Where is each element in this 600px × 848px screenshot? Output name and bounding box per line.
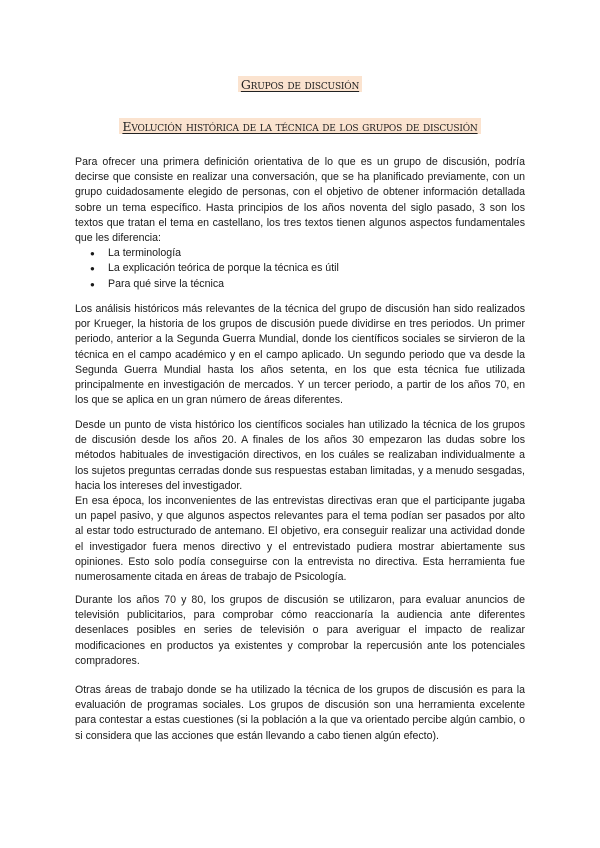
subtitle-block: [0, 118, 600, 136]
paragraph-periods: Los análisis históricos más relevantes de la técnica del grupo de discusión han sido realizados por Krueger, la historia de los grupos de discusión puede dividirse en tres periodos. Un primer periodo, anterior a la Segunda Guerra Mundial, donde los científicos sociales se sirvieron de la técnica en el campo académico y en el campo aplicado. Un segundo periodo que va desde la Segunda Guerra Mundial hasta los años setenta, en los que esta técnica fue utilizada principalmente en investigación de mercados. Y un tercer periodo, a partir de los años 70, en los que se aplica en un gran número de áreas diferentes.: [75, 303, 525, 407]
intro-section: [75, 155, 525, 292]
document-title: Grupos de discusión: [238, 76, 362, 92]
bullet-item: ● La terminología: [90, 246, 525, 261]
title-block: [0, 76, 600, 94]
other-areas-section: [75, 683, 525, 744]
differences-list: [75, 246, 525, 292]
paragraph-historical-view: Desde un punto de vista histórico los científicos sociales han utilizado la técnica de los grupos de discusión desde los años 20. A finales de los años 30 empezaron las dudas sobre los métodos habituales de investigación directivos, en los cuáles se realizaban individualmente a los sujetos preguntas cerradas donde sus respuestas estaban limitadas, y a menudo sesgadas, hacia los intereses del investigador.: [75, 419, 525, 492]
history-section: [75, 302, 525, 408]
bullet-item: ● La explicación teórica de porque la técnica es útil: [90, 261, 525, 276]
bullet-item: ● Para qué sirve la técnica: [90, 277, 525, 292]
paragraph-other-areas: Otras áreas de trabajo donde se ha utilizado la técnica de los grupos de discusión es para la evaluación de programas sociales. Los grupos de discusión son una herramienta excelente para contestar a estas cuestiones (si la población a la que va orientado percibe algún cambio, o si considera que las acciones que están llevando a cabo tienen algún efecto).: [75, 684, 525, 742]
historical-view-section: [75, 418, 525, 585]
paragraph-interviews: En esa época, los inconvenientes de las entrevistas directivas eran que el participante jugaba un papel pasivo, y que algunos aspectos relevantes para el tema podían ser pasados por alto al estar todo estructurado de antemano. El objetivo, era conseguir realizar una actividad donde el investigador fuera menos directivo y el entrevistado pudiera mostrar abiertamente sus opiniones. Esto solo podía conseguirse con la entrevista no directiva. Esta herramienta fue numerosamente citada en áreas de trabajo de Psicología.: [75, 495, 525, 584]
paragraph-seventies: Durante los años 70 y 80, los grupos de discusión se utilizaron, para evaluar anuncios de televisión publicitarios, para comprobar cómo reaccionaría la audiencia ante diferentes desenlaces posibles en series de televisión o para averiguar el impacto de realizar modificaciones en productos ya existentes y comprobar la repercusión ante los potenciales compradores.: [75, 594, 525, 667]
section-heading: Evolución histórica de la técnica de los grupos de discusión: [119, 118, 480, 134]
paragraph-definition: Para ofrecer una primera definición orientativa de lo que es un grupo de discusión, podría decirse que consiste en realizar una conversación, que se ha planificado previamente, con un grupo cuidadosamente elegido de personas, con el objetivo de obtener información detallada sobre un tema específico. Hasta principios de los años noventa del siglo pasado, 3 son los textos que tratan el tema en castellano, los tres textos tienen algunos aspectos fundamentales que les diferencia:: [75, 156, 525, 245]
seventies-section: [75, 593, 525, 669]
